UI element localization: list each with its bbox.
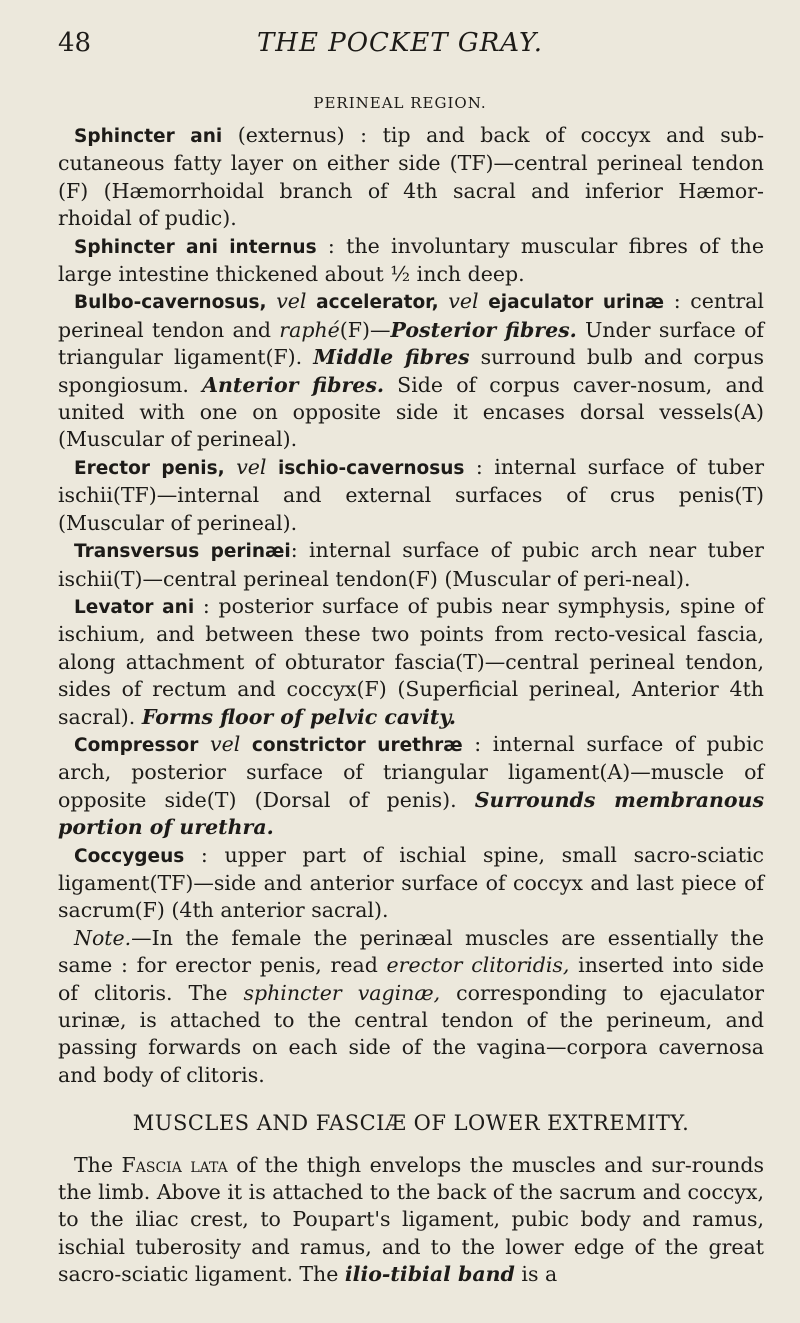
paragraph-bulbo-cavernosus: Bulbo-cavernosus, vel accelerator, vel ejaculator urinæ : central perineal tendon and raphé(F)—Posterior fibres. Under surface of triangular ligament(F). Middle fibres surround bulb and corpus spongiosum. Anterior fibres. Side of corpus caver-nosum, and united with one on opposite side it encases dorsal vessels(A) (Muscular of perineal).: [58, 289, 765, 452]
muscle-term: Coccygeus: [74, 845, 185, 867]
muscle-term: Transversus perinæi: [74, 541, 291, 563]
page-number: 48: [58, 28, 92, 58]
paragraph-note: Note.—In the female the perinæal muscles are essentially the same : for erector penis, read erector clitoridis, inserted into side of clitoris. The sphincter vaginæ, corresponding to ejaculator urinæ, is attached to the central tendon of the perineum, and passing forwards on each side of the vagina—corpora cavernosa and body of clitoris.: [58, 925, 764, 1087]
paragraph-compressor: Compressor vel constrictor urethræ : internal surface of pubic arch, posterior surface of triangular ligament(A)—muscle of opposite side(T) (Dorsal of penis). Surrounds membranous portion of urethra.: [58, 731, 765, 840]
paragraph-transversus: Transversus perinæi: internal surface of pubic arch near tuber ischii(T)—central perineal tendon(F) (Muscular of peri-neal).: [58, 538, 764, 591]
paragraph-sphincter-internus: Sphincter ani internus : the involuntary muscular fibres of the large intestine thickened about ½ inch deep.: [58, 233, 765, 287]
muscle-term: Levator ani: [74, 596, 195, 618]
paragraph-erector-penis: Erector penis, vel ischio-cavernosus : internal surface of tuber ischii(TF)—internal and external surfaces of crus penis(T) (Muscular of perineal).: [58, 454, 764, 535]
page-header: [58, 26, 742, 66]
muscle-term: Erector penis,: [74, 457, 225, 479]
paragraph-levator-ani: Levator ani : posterior surface of pubis near symphysis, spine of ischium, and between these two points from recto-vesical fascia, along attachment of obturator fascia(T)—central perineal tendon, sides of rectum and coccyx(F) (Superficial perineal, Anterior 4th sacral). Forms floor of pelvic cavity.: [58, 593, 765, 729]
muscle-term: Bulbo-cavernosus,: [74, 292, 267, 314]
section-heading: MUSCLES AND FASCIÆ OF LOWER EXTREMITY.: [132, 1111, 690, 1136]
paragraph-coccygeus: Coccygeus : upper part of ischial spine, small sacro-sciatic ligament(TF)—side and anterior surface of coccyx and last piece of sacrum(F) (4th anterior sacral).: [58, 842, 764, 923]
running-title: THE POCKET GRAY.: [256, 28, 544, 58]
muscle-term: Compressor: [74, 734, 199, 756]
paragraph-sphincter-ani: Sphincter ani (externus) : tip and back of coccyx and sub-cutaneous fatty layer on either side (TF)—central perineal tendon (F) (Hæmorrhoidal branch of 4th sacral and inferior Hæmor-rhoidal of pudic).: [58, 123, 764, 231]
paragraph-fascia-lata: The Fascia lata of the thigh envelops the muscles and sur-rounds the limb. Above it is attached to the back of the sacrum and coccyx, to the iliac crest, to Poupart's ligament, pubic body and ramus, ischial tuberosity and ramus, and to the lower edge of the great sacro-sciatic ligament. The ilio-tibial band is a: [58, 1152, 764, 1287]
muscle-term: Sphincter ani internus: [74, 236, 317, 258]
muscle-term: Sphincter ani: [74, 126, 223, 147]
body-text: [58, 122, 764, 1289]
section-title: PERINEAL REGION.: [313, 94, 487, 112]
note-label: Note.: [74, 925, 132, 950]
fascia-lata-term: Fascia lata: [121, 1152, 228, 1177]
